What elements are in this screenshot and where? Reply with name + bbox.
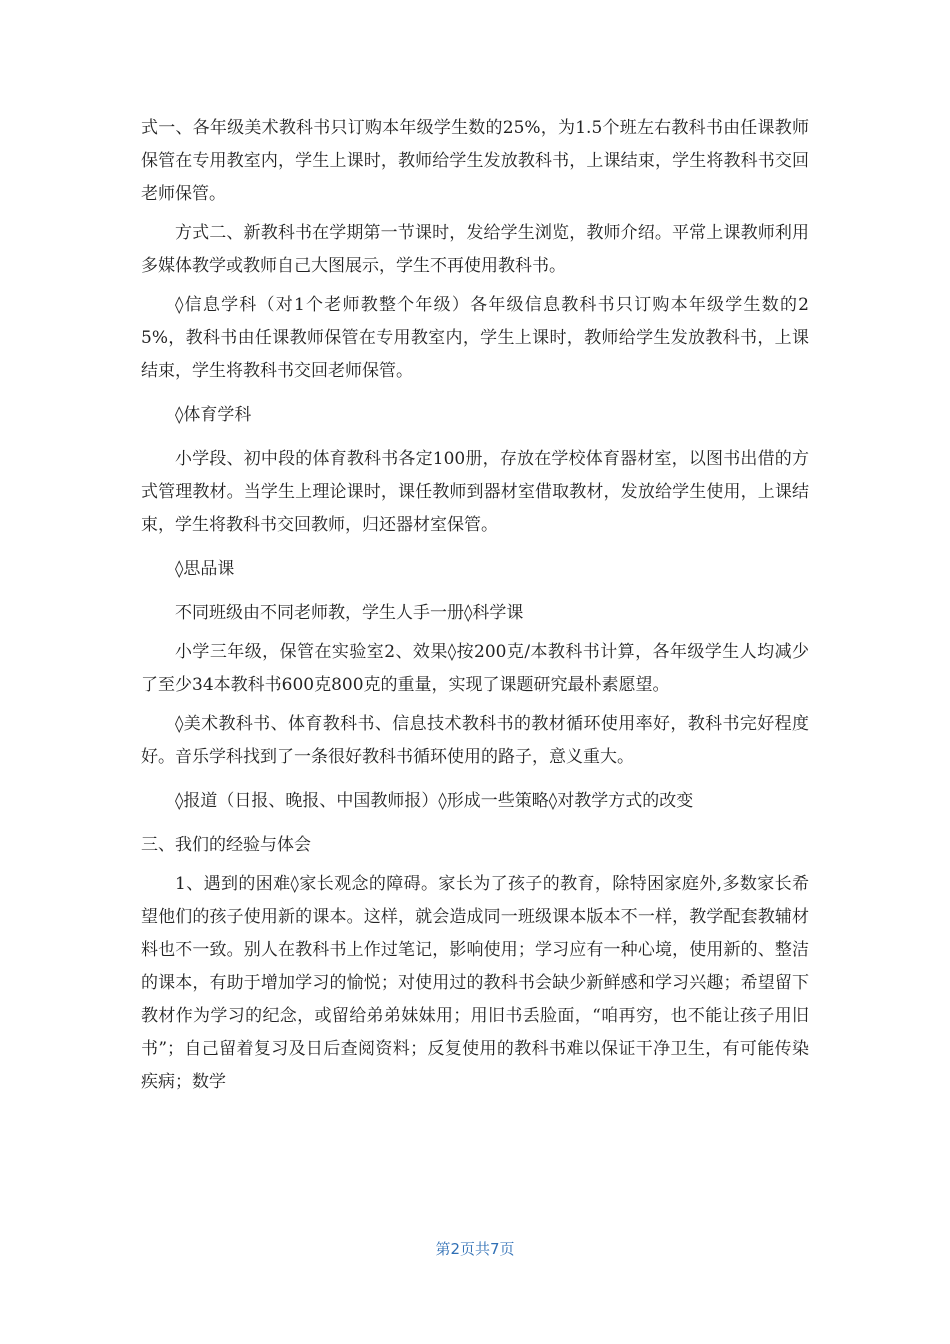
paragraph-recycle-rate: ◊美术教科书、体育教科书、信息技术教科书的教材循环使用率好，教科书完好程度好。音乐学科找到了一条很好教科书循环使用的路子，意义重大。 <box>141 714 809 767</box>
page-number: 第2页共7页 <box>435 1240 515 1258</box>
document-body <box>141 112 809 1105</box>
paragraph-art-method-one: 式一、各年级美术教科书只订购本年级学生数的25%，为1.5个班左右教科书由任课教师保管在专用教室内，学生上课时，教师给学生发放教科书，上课结束，学生将教科书交回老师保管。 <box>141 118 809 204</box>
heading-moral-class: ◊思品课 <box>175 559 235 579</box>
section-heading-experience: 三、我们的经验与体会 <box>141 835 311 855</box>
paragraph-reports: ◊报道（日报、晚报、中国教师报）◊形成一些策略◊对教学方式的改变 <box>175 791 694 811</box>
paragraph-moral-class: 不同班级由不同老师教，学生人手一册◊科学课 <box>175 603 524 623</box>
heading-pe-subject: ◊体育学科 <box>175 405 252 425</box>
paragraph-difficulties: 1、遇到的困难◊家长观念的障碍。家长为了孩子的教育，除特困家庭外,多数家长希望他们的孩子使用新的课本。这样，就会造成同一班级课本版本不一样，教学配套教辅材料也不一致。别人在教科书上作过笔记，影响使用；学习应有一种心境，使用新的、整洁的课本，有助于增加学习的愉悦；对使用过的教科书会缺少新鲜感和学习兴趣；希望留下教材作为学习的纪念，或留给弟弟妹妹用；用旧书丢脸面，“咱再穷，也不能让孩子用旧书”；自己留着复习及日后查阅资料；反复使用的教科书难以保证干净卫生，有可能传染疾病；数学 <box>141 874 809 1092</box>
paragraph-effects: 小学三年级，保管在实验室2、效果◊按200克/本教科书计算，各年级学生人均减少了至少34本教科书600克800克的重量，实现了课题研究最朴素愿望。 <box>141 642 809 695</box>
paragraph-info-subject: ◊信息学科（对1个老师教整个年级）各年级信息教科书只订购本年级学生数的25%，教科书由任课教师保管在专用教室内，学生上课时，教师给学生发放教科书，上课结束，学生将教科书交回老师保管。 <box>141 295 809 381</box>
paragraph-pe-subject: 小学段、初中段的体育教科书各定100册，存放在学校体育器材室，以图书出借的方式管理教材。当学生上理论课时，课任教师到器材室借取教材，发放给学生使用，上课结束，学生将教科书交回教师，归还器材室保管。 <box>141 449 809 535</box>
paragraph-method-two: 方式二、新教科书在学期第一节课时，发给学生浏览，教师介绍。平常上课教师利用多媒体教学或教师自己大图展示，学生不再使用教科书。 <box>141 223 809 276</box>
